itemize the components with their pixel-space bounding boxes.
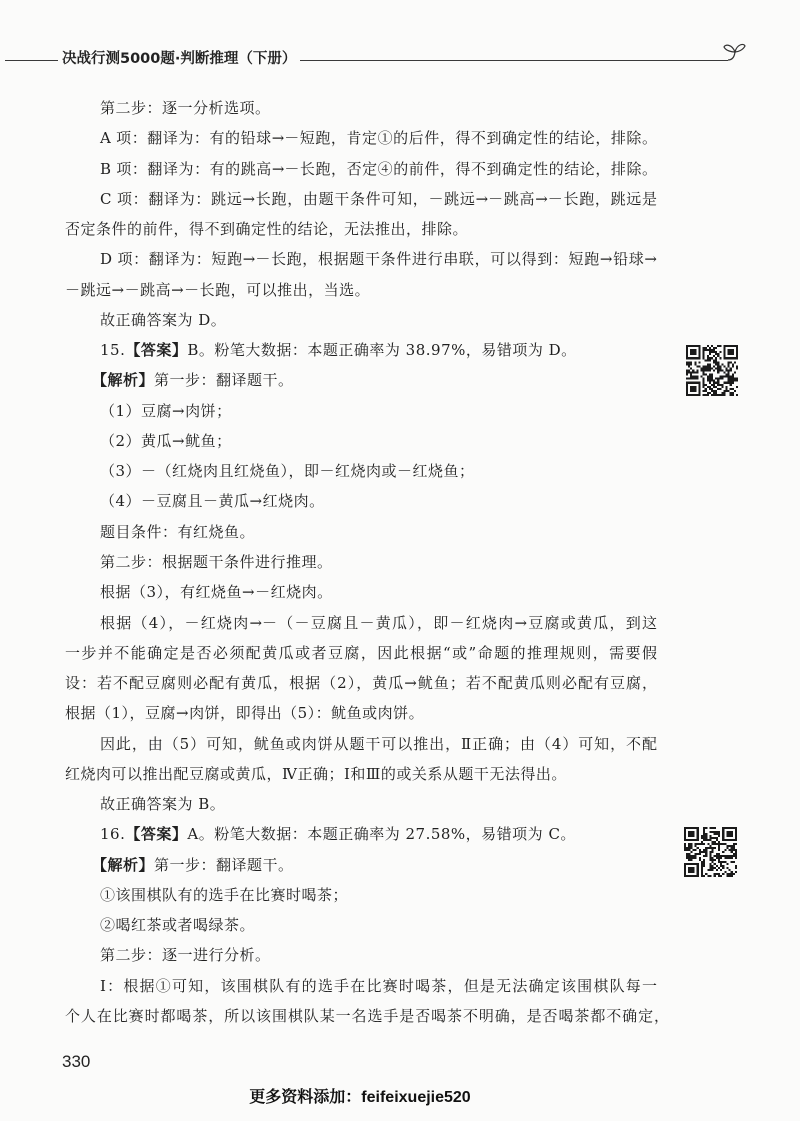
conclusion: 故正确答案为 D。 [100,310,227,329]
option-d-analysis-cont: －跳远→－跳高→－长跑，可以推出，当选。 [65,280,371,299]
condition: 题目条件：有红烧鱼。 [100,522,256,541]
premise: ②喝红茶或者喝绿茶。 [100,916,256,935]
page-number: 330 [62,1052,91,1071]
premise: （1）豆腐→肉饼； [100,401,232,420]
header-rule-right [300,60,728,61]
option-c-analysis-cont: 否定条件的前件，得不到确定性的结论，无法推出，排除。 [65,220,469,239]
analysis-line [65,365,657,395]
answer-tag: 【答案】 [125,825,188,844]
reasoning-line: 根据（1），豆腐→肉饼，即得出（5）：鱿鱼或肉饼。 [65,704,425,723]
question-number: 15. [100,341,126,360]
premise: （2）黄瓜→鱿鱼； [100,431,232,450]
qr-code [686,345,738,396]
analysis-step: 第一步：翻译题干。 [154,855,294,874]
reasoning-line: 红烧肉可以推出配豆腐或黄瓜，Ⅳ正确；Ⅰ和Ⅲ的或关系从题干无法得出。 [65,764,567,783]
option-a-analysis: A 项：翻译为：有的铅球→－短跑，肯定①的后件，得不到确定性的结论，排除。 [100,129,657,148]
answer-line [65,819,657,849]
step-heading: 第二步：逐一分析选项。 [100,99,271,117]
analysis-tag: 【解析】 [92,371,155,390]
option-d-analysis: D 项：翻译为：短跑→－长跑，根据题干条件进行串联，可以得到：短跑→铅球→ [100,250,657,269]
conclusion: 故正确答案为 B。 [100,795,226,814]
analysis-text: 个人在比赛时都喝茶，所以该围棋队某一名选手是否喝茶不明确，是否喝茶都不确定， [65,1006,669,1025]
page-body [65,93,669,1031]
reasoning-line: 一步并不能确定是否必须配黄瓜或者豆腐，因此根据“或”命题的推理规则，需要假 [65,643,657,662]
step-heading: 第二步：根据题干条件进行推理。 [100,552,333,571]
sprout-icon [720,40,747,64]
reasoning-line: 根据（3），有红烧鱼→－红烧肉。 [100,583,333,602]
qr-code [684,827,737,877]
running-header [0,49,800,71]
option-c-analysis: C 项：翻译为：跳远→长跑，由题干条件可知，－跳远→－跳高→－长跑，跳远是 [100,189,657,208]
premise: ①该围棋队有的选手在比赛时喝茶； [100,885,349,904]
analysis-step: 第一步：翻译题干。 [154,371,294,390]
footer-note: 更多资料添加：feifeixuejie520 [249,1089,471,1106]
analysis-line [65,850,657,880]
reasoning-line: 根据（4），－红烧肉→－（－豆腐且－黄瓜），即－红烧肉→豆腐或黄瓜，到这 [100,613,657,632]
analysis-tag: 【解析】 [92,855,155,874]
premise: （3）－（红烧肉且红烧鱼），即－红烧肉或－红烧鱼； [100,462,475,481]
reasoning-line: 设：若不配豆腐则必配有黄瓜，根据（2），黄瓜→鱿鱼；若不配黄瓜则必配有豆腐， [65,674,657,693]
step-heading: 第二步：逐一进行分析。 [100,946,271,965]
answer-text: A。粉笔大数据：本题正确率为 27.58%，易错项为 C。 [187,825,576,844]
answer-line [65,335,657,365]
answer-tag: 【答案】 [125,341,188,360]
book-title: 决战行测5000题·判断推理（下册） [62,51,297,67]
analysis-text: Ⅰ：根据①可知，该围棋队有的选手在比赛时喝茶，但是无法确定该围棋队每一 [100,976,657,995]
question-number: 16. [100,825,126,844]
premise: （4）－豆腐且－黄瓜→红烧肉。 [100,492,325,511]
header-rule-left [5,60,58,61]
option-b-analysis: B 项：翻译为：有的跳高→－长跑，否定④的前件，得不到确定性的结论，排除。 [100,159,657,178]
answer-text: B。粉笔大数据：本题正确率为 38.97%，易错项为 D。 [187,341,577,360]
reasoning-line: 因此，由（5）可知，鱿鱼或肉饼从题干可以推出，Ⅱ正确；由（4）可知，不配 [100,734,657,753]
